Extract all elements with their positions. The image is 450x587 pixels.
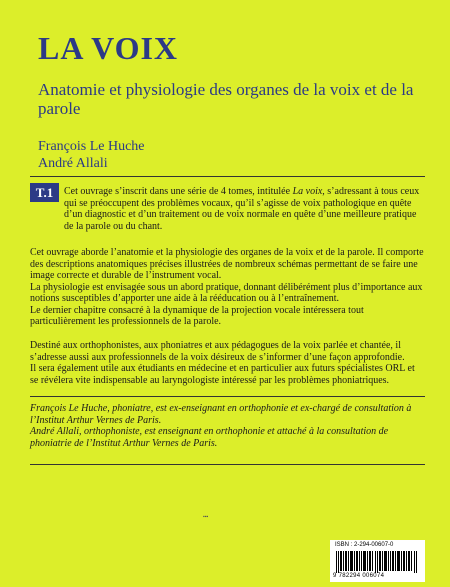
description-paragraph: La physiologie est envisagée sous un abord pratique, donnant délibérément plus d’importance aux notions susceptibles d’apporter une aide à la rééducation ou à l’entraînement. bbox=[30, 281, 423, 304]
description-block bbox=[30, 247, 425, 328]
description-paragraph: Cet ouvrage aborde l’anatomie et la physiologie des organes de la voix et de la parole. Il comporte des descriptions anatomiques précises illustrées de nombreux schémas permettant de se faire une image correcte et durable de l’instrument vocal. bbox=[30, 247, 424, 281]
book-subtitle: Anatomie et physiologie des organes de la voix et de la parole bbox=[38, 80, 414, 118]
audience-paragraph: Destiné aux orthophonistes, aux phoniatres et aux pédagogues de la voix parlée et chantée, il s’adresse aussi aux professionnels de la voix désireux de s’informer d’une façon approfondie. bbox=[30, 340, 405, 363]
author-bios bbox=[30, 403, 425, 449]
barcode-number: 9 782294 006074 bbox=[333, 573, 385, 579]
printer-mark: ▪▪▪ bbox=[203, 515, 209, 520]
author-bio: François Le Huche, phoniatre, est ex-enseignant en orthophonie et ex-chargé de consultation à l’Institut Arthur Vernes de Paris. bbox=[30, 403, 412, 426]
volume-badge: T.1 bbox=[30, 183, 59, 202]
book-title: LA VOIX bbox=[38, 30, 179, 66]
barcode-bars bbox=[336, 551, 419, 573]
author-list bbox=[38, 138, 145, 172]
author-name: François Le Huche bbox=[38, 139, 145, 154]
intro-text-before: Cet ouvrage s’inscrit dans une série de 4 tomes, intitulée bbox=[64, 186, 293, 197]
bio-divider bbox=[30, 396, 425, 397]
intro-text-after: , s’adressant à tous ceux qui se préoccupent des problèmes vocaux, qu’il s’agisse de voix pathologique en quête d’un diagnostic et d’un traitement ou de voix normale en quête d’une meilleure pratique de la parole ou du chant. bbox=[64, 186, 420, 232]
intro-paragraph bbox=[64, 186, 424, 232]
isbn-label: ISBN : 2-294-00607-0 bbox=[335, 542, 394, 548]
description-paragraph: Le dernier chapitre consacré à la dynamique de la projection vocale intéressera tout particulièrement les professionnels de la parole. bbox=[30, 304, 364, 327]
series-title: La voix bbox=[292, 186, 323, 197]
audience-block bbox=[30, 340, 425, 386]
author-bio: André Allali, orthophoniste, est enseignant en orthophonie et attaché à la consultation de phoniatrie de l’Institut Arthur Vernes de Paris. bbox=[30, 426, 389, 449]
isbn-barcode bbox=[330, 540, 425, 582]
audience-paragraph: Il sera également utile aux étudiants en médecine et en particulier aux futurs spécialistes ORL et se révélera vite indispensable au laryngologiste intéressé par les problèmes phoniatriques. bbox=[30, 363, 415, 386]
bottom-divider bbox=[30, 464, 425, 465]
author-name: André Allali bbox=[38, 156, 108, 171]
top-divider bbox=[30, 176, 425, 177]
